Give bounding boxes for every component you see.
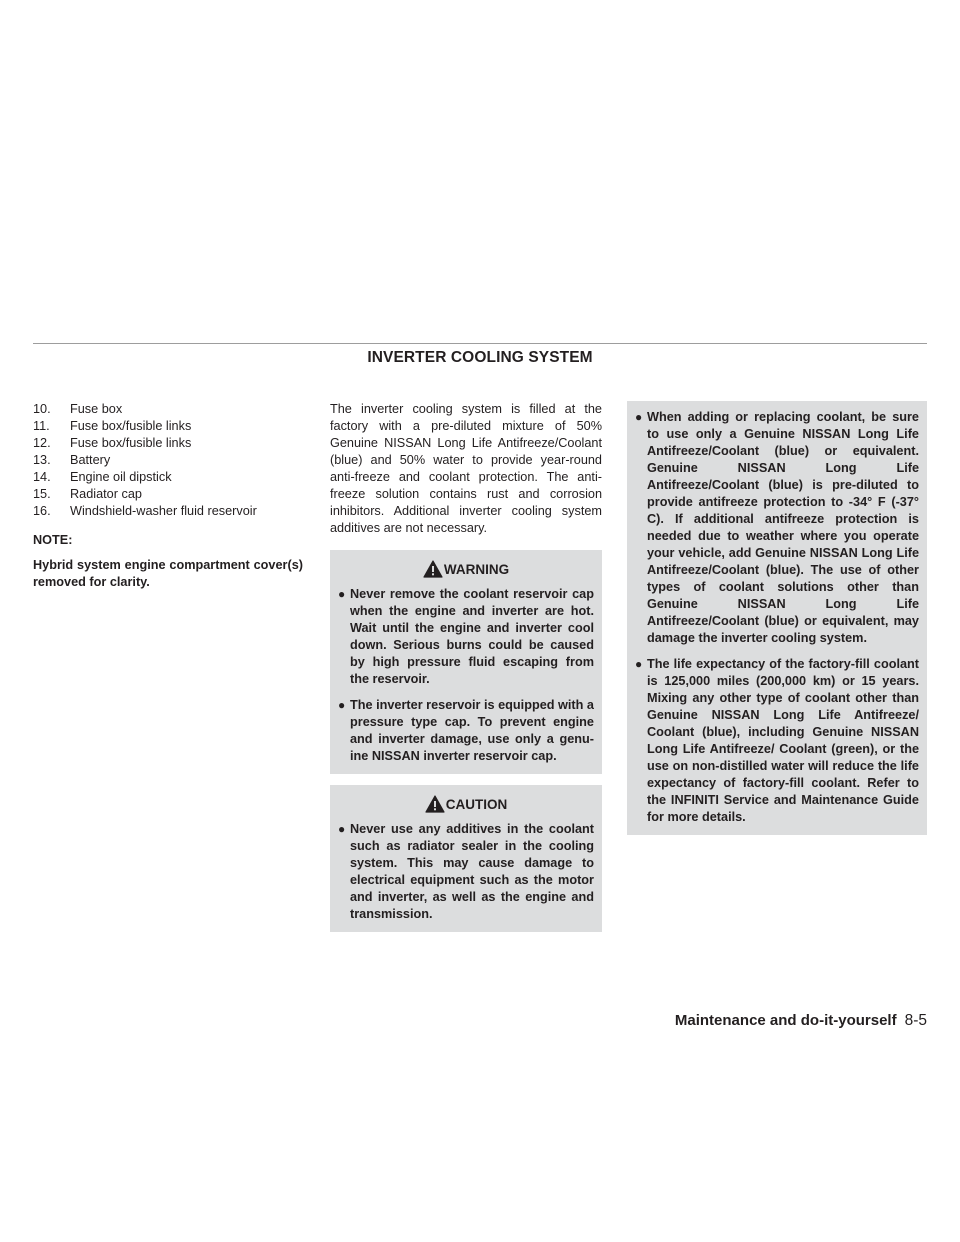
intro-paragraph: The inverter cooling system is filled at the factory with a pre-diluted mixture of 50% Genuine NISSAN Long Life Antifreeze/Coolant (blue) and 50% water to provide year-round anti-freeze and coolant protection. The anti-freeze solution contains rust and corrosion inhibitors. Additional inverter cooling system additives are not necessary.	[330, 402, 602, 535]
caution-header	[338, 793, 594, 815]
bullet-icon: ●	[338, 698, 346, 712]
bullet-icon: ●	[338, 822, 346, 836]
warning-bullet: ● The inverter reservoir is equipped with a pressure type cap. To prevent engine and inverter damage, use only a genuine NISSAN inverter reservoir cap.	[338, 698, 594, 763]
note-text: Hybrid system engine compartment cover(s) removed for clarity.	[33, 558, 303, 589]
page-number: 8-5	[904, 1012, 927, 1029]
column-middle	[330, 401, 602, 932]
bullet-icon: ●	[635, 410, 643, 424]
bullet-icon: ●	[338, 587, 346, 601]
section-divider	[33, 343, 927, 344]
column-right	[627, 401, 927, 835]
legend-item: 11. Fuse box/fusible links	[33, 419, 192, 433]
note-label: NOTE:	[33, 533, 73, 547]
section-title: INVERTER COOLING SYSTEM	[367, 349, 593, 366]
page-footer	[590, 1012, 927, 1030]
caution-heading: CAUTION	[445, 796, 508, 812]
legend-item: 15. Radiator cap	[33, 487, 142, 501]
legend-item: 12. Fuse box/fusible links	[33, 436, 192, 450]
bullet-icon: ●	[635, 657, 643, 671]
caution-box-continued	[627, 401, 927, 835]
column-left	[33, 401, 303, 591]
caution-bullet: ● Never use any additives in the coolant such as radiator sealer in the cooling system. This may cause damage to electrical equipment such as the motor and inverter, as well as the engine and transmission.	[338, 822, 594, 921]
legend-item: 10. Fuse box	[33, 402, 123, 416]
component-legend	[33, 401, 303, 520]
legend-item: 16. Windshield-washer fluid reservoir	[33, 504, 257, 518]
caution-bullet: ● The life expectancy of the factory-fill coolant is 125,000 miles (200,000 km) or 15 years. Mixing any other type of coolant other than Genuine NISSAN Long Life Antifreeze/ Coolant (blue), including Genuine NISSAN Long Life Antifreeze/ Coolant (green), or the use on non-distilled water will reduce the life expectancy of factory-fill coolant. Refer to the INFINITI Service and Maintenance Guide for more details.	[635, 657, 919, 824]
caution-bullet: ● When adding or replacing coolant, be sure to use only a Genuine NISSAN Long Life Antifreeze/Coolant (blue) or equivalent. Genuine NISSAN Long Life Antifreeze/Coolant (blue) is pre-diluted to provide antifreeze protection to -34° F (-37° C). If additional antifreeze protection is needed due to weather where you operate your vehicle, add Genuine NISSAN Long Life Antifreeze/Coolant (blue). The use of other types of coolant solutions other than Genuine NISSAN Long Life Antifreeze/Coolant (blue) or equivalent, may damage the inverter cooling system.	[635, 410, 919, 645]
legend-item: 13. Battery	[33, 453, 111, 467]
warning-header	[338, 558, 594, 580]
footer-section-title: Maintenance and do-it-yourself	[674, 1012, 897, 1029]
warning-bullet: ● Never remove the coolant reservoir cap when the engine and inverter are hot. Wait until the engine and inverter cool down. Serious burns could be caused by high pressure fluid escaping from the reservoir.	[338, 587, 594, 686]
warning-box	[330, 550, 602, 774]
caution-box	[330, 785, 602, 932]
caution-triangle-icon	[425, 795, 445, 813]
warning-triangle-icon	[423, 560, 443, 578]
warning-heading: WARNING	[443, 561, 510, 577]
legend-item: 14. Engine oil dipstick	[33, 470, 172, 484]
